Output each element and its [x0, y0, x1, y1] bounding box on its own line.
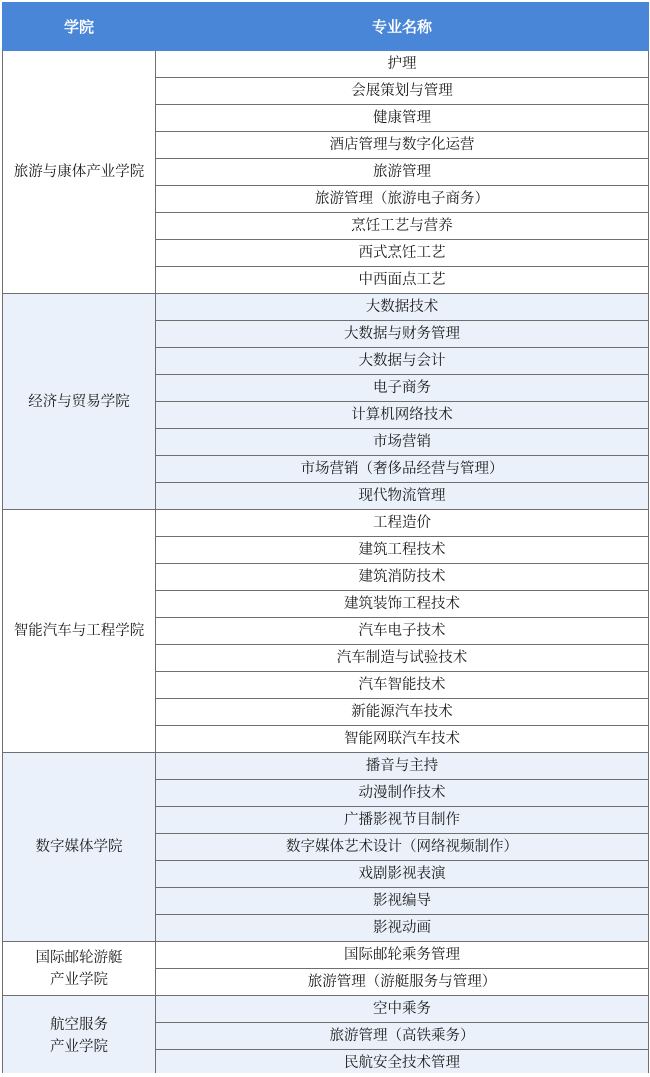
major-name-cell: 汽车制造与试验技术 — [156, 645, 649, 672]
major-name-cell: 戏剧影视表演 — [156, 861, 649, 888]
college-cell — [3, 753, 156, 942]
major-name-cell: 健康管理 — [156, 105, 649, 132]
major-name-cell: 影视动画 — [156, 915, 649, 942]
major-name-cell: 现代物流管理 — [156, 483, 649, 510]
major-name-cell: 动漫制作技术 — [156, 780, 649, 807]
college-cell — [3, 294, 156, 510]
college-cell — [3, 942, 156, 996]
major-name-cell: 国际邮轮乘务管理 — [156, 942, 649, 969]
major-name-cell: 市场营销 — [156, 429, 649, 456]
major-name-cell: 建筑消防技术 — [156, 564, 649, 591]
major-name-cell: 建筑工程技术 — [156, 537, 649, 564]
major-name-cell: 智能网联汽车技术 — [156, 726, 649, 753]
major-name-cell: 酒店管理与数字化运营 — [156, 132, 649, 159]
college-name-line: 经济与贸易学院 — [28, 393, 130, 410]
major-name-cell: 民航安全技术管理 — [156, 1050, 649, 1077]
college-cell — [3, 51, 156, 294]
major-name-cell: 广播影视节目制作 — [156, 807, 649, 834]
major-name-cell: 旅游管理（高铁乘务） — [156, 1023, 649, 1050]
major-name-cell: 计算机网络技术 — [156, 402, 649, 429]
majors-table — [2, 2, 649, 1077]
college-name-line: 数字媒体学院 — [35, 839, 123, 855]
page-bottom-edge — [0, 1073, 650, 1077]
header-major: 专业名称 — [156, 3, 649, 51]
major-name-cell: 大数据与会计 — [156, 348, 649, 375]
major-name-cell: 大数据与财务管理 — [156, 321, 649, 348]
college-cell — [3, 510, 156, 753]
major-name-cell: 烹饪工艺与营养 — [156, 213, 649, 240]
major-name-cell: 播音与主持 — [156, 753, 649, 780]
major-name-cell: 工程造价 — [156, 510, 649, 537]
major-name-cell: 建筑装饰工程技术 — [156, 591, 649, 618]
major-name-cell: 电子商务 — [156, 375, 649, 402]
table-row — [3, 996, 649, 1023]
table-row — [3, 294, 649, 321]
college-name-line: 智能汽车与工程学院 — [13, 623, 145, 639]
major-name-cell: 旅游管理 — [156, 159, 649, 186]
major-name-cell: 数字媒体艺术设计（网络视频制作） — [156, 834, 649, 861]
college-name-line: 产业学院 — [50, 1039, 108, 1055]
college-cell — [3, 996, 156, 1077]
major-name-cell: 新能源汽车技术 — [156, 699, 649, 726]
major-name-cell: 会展策划与管理 — [156, 78, 649, 105]
major-name-cell: 影视编导 — [156, 888, 649, 915]
table-row — [3, 942, 649, 969]
major-name-cell: 空中乘务 — [156, 996, 649, 1023]
table-header-row — [3, 3, 649, 51]
major-name-cell: 西式烹饪工艺 — [156, 240, 649, 267]
table-row — [3, 51, 649, 78]
major-name-cell: 市场营销（奢侈品经营与管理） — [156, 456, 649, 483]
major-name-cell: 护理 — [156, 51, 649, 78]
major-name-cell: 大数据技术 — [156, 294, 649, 321]
college-name-line: 国际邮轮游艇 — [35, 949, 123, 966]
college-name-line: 旅游与康体产业学院 — [13, 164, 145, 180]
header-college: 学院 — [3, 3, 156, 51]
major-name-cell: 旅游管理（旅游电子商务） — [156, 186, 649, 213]
table-body — [3, 51, 649, 1077]
college-name-line: 产业学院 — [50, 971, 108, 988]
major-name-cell: 旅游管理（游艇服务与管理） — [156, 969, 649, 996]
table-row — [3, 753, 649, 780]
major-name-cell: 中西面点工艺 — [156, 267, 649, 294]
table-row — [3, 510, 649, 537]
college-name-line: 航空服务 — [50, 1017, 108, 1033]
major-name-cell: 汽车智能技术 — [156, 672, 649, 699]
major-name-cell: 汽车电子技术 — [156, 618, 649, 645]
